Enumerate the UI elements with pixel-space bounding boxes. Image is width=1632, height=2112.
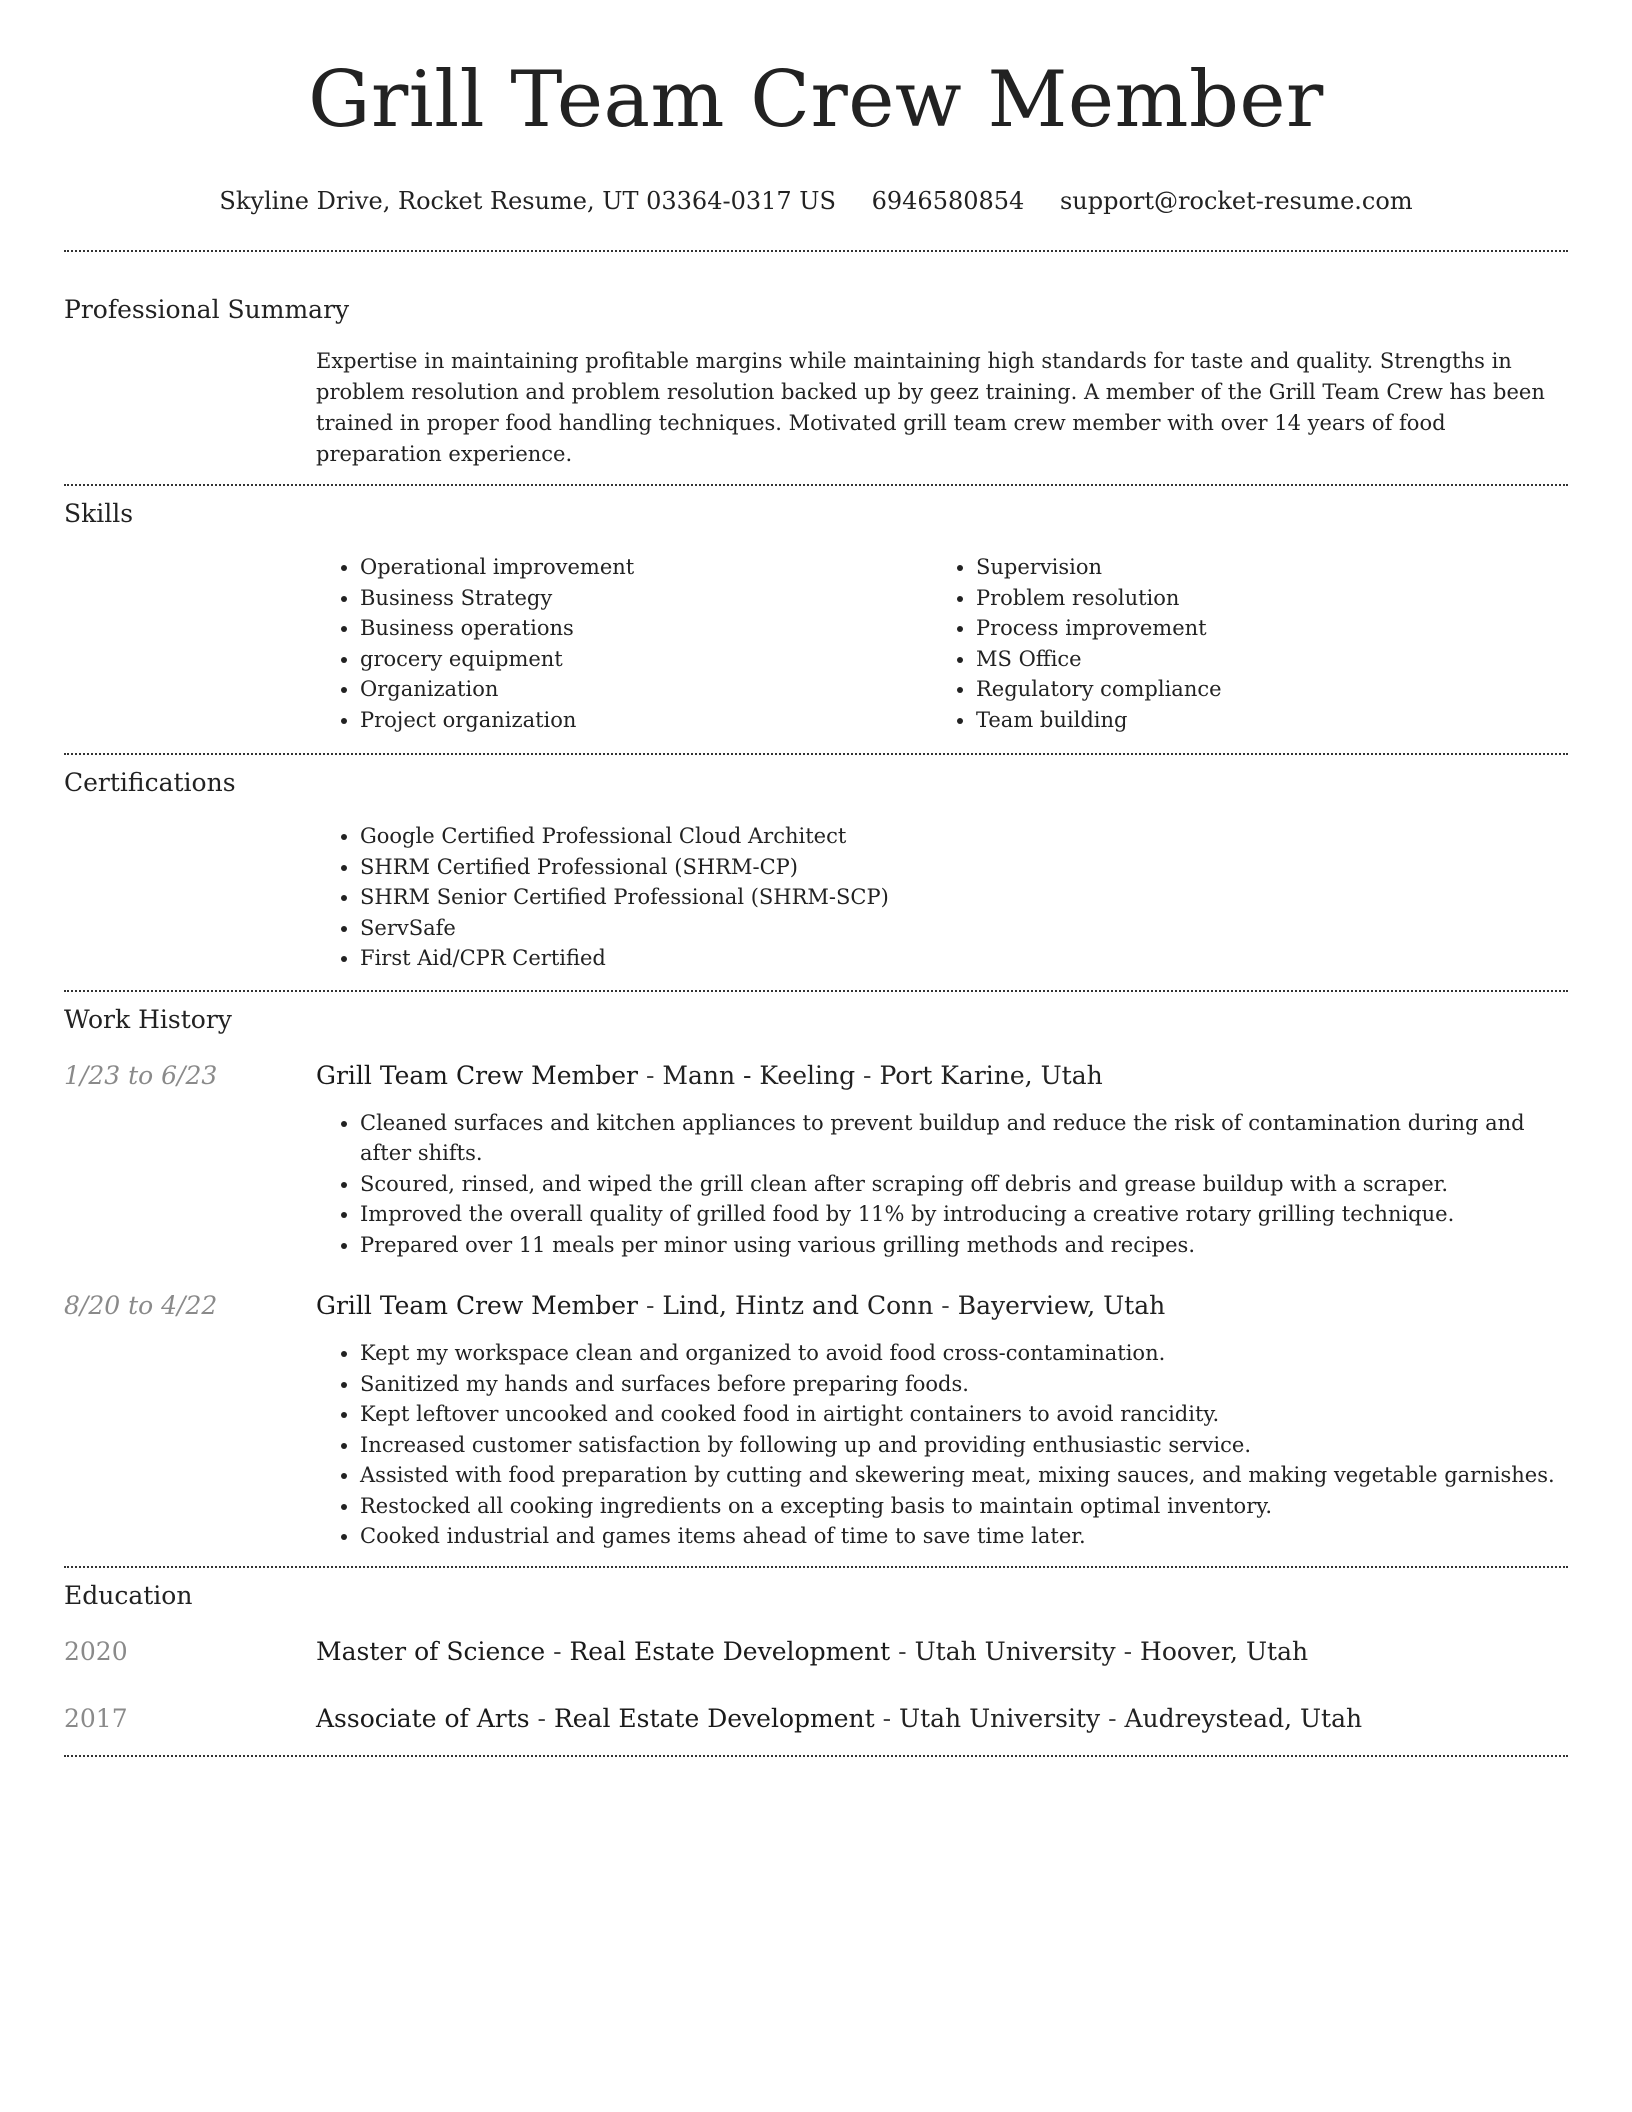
certifications-title: Certifications bbox=[64, 768, 236, 797]
skill-item: • Business operations bbox=[360, 613, 932, 644]
education-location: Audreystead, Utah bbox=[1124, 1703, 1363, 1733]
skill-item: • Organization bbox=[360, 674, 932, 705]
certification-item: • Google Certified Professional Cloud Architect bbox=[360, 821, 1568, 852]
job-location: Port Karine, Utah bbox=[879, 1060, 1103, 1090]
education-entry bbox=[64, 1703, 1568, 1735]
education-field: Real Estate Development bbox=[569, 1636, 891, 1666]
skills-title: Skills bbox=[64, 499, 134, 528]
summary-text: Expertise in maintaining profitable margins while maintaining high standards for taste and quality. Strengths in problem resolution and problem resolution backed up by geez training. A member of the Grill Team Crew has been trained in proper food handling techniques. Motivated grill team crew member with over 14 years of food preparation experience. bbox=[316, 349, 1545, 466]
skill-item: • Project organization bbox=[360, 705, 932, 736]
education-school: Utah University bbox=[914, 1636, 1116, 1666]
certification-item: • ServSafe bbox=[360, 913, 1568, 944]
skills-section bbox=[64, 486, 1568, 735]
job-bullet: • Cleaned surfaces and kitchen appliances to prevent buildup and reduce the risk of contamination during and after shifts. bbox=[360, 1108, 1568, 1169]
certifications-section bbox=[64, 755, 1568, 974]
job-location: Bayerview, Utah bbox=[957, 1291, 1166, 1320]
job-body bbox=[316, 1060, 1568, 1261]
job-heading bbox=[316, 1290, 1568, 1322]
education-divider bbox=[64, 1755, 1568, 1757]
job-bullet: • Cooked industrial and games items ahead of time to save time later. bbox=[360, 1521, 1568, 1552]
skill-item: • Supervision bbox=[976, 552, 1548, 583]
education-section bbox=[64, 1568, 1568, 1735]
separator: - bbox=[855, 1060, 880, 1090]
work-title: Work History bbox=[64, 1004, 232, 1034]
separator: - bbox=[890, 1636, 915, 1666]
education-degree: Master of Science bbox=[316, 1636, 546, 1666]
certification-item: • First Aid/CPR Certified bbox=[360, 943, 1568, 974]
contact-line bbox=[64, 186, 1568, 216]
separator: - bbox=[1100, 1703, 1125, 1733]
job-employer: Lind, Hintz and Conn bbox=[662, 1291, 934, 1320]
separator: - bbox=[529, 1703, 554, 1733]
job-dates: 1/23 to 6/23 bbox=[64, 1060, 218, 1090]
skills-column-right bbox=[932, 552, 1548, 735]
education-field: Real Estate Development bbox=[553, 1703, 875, 1733]
certifications-list bbox=[316, 821, 1568, 974]
job-body bbox=[316, 1290, 1568, 1552]
education-heading bbox=[316, 1703, 1568, 1735]
job-heading bbox=[316, 1060, 1568, 1092]
education-year: 2020 bbox=[64, 1636, 128, 1666]
certifications-content bbox=[316, 821, 1568, 974]
work-section bbox=[64, 992, 1568, 1552]
address: Skyline Drive, Rocket Resume, UT 03364-0317 US bbox=[219, 187, 836, 215]
candidate-name: Grill Team Crew Member bbox=[308, 55, 1324, 145]
education-body bbox=[316, 1703, 1568, 1735]
summary-title: Professional Summary bbox=[64, 295, 350, 324]
separator: - bbox=[874, 1703, 900, 1733]
education-school: Utah University bbox=[899, 1703, 1101, 1733]
job-role: Grill Team Crew Member bbox=[316, 1060, 639, 1090]
education-body bbox=[316, 1636, 1568, 1668]
skill-item: • grocery equipment bbox=[360, 644, 932, 675]
education-entry bbox=[64, 1636, 1568, 1668]
skills-columns bbox=[316, 552, 1568, 735]
job-bullets bbox=[316, 1338, 1568, 1552]
skill-item: • MS Office bbox=[976, 644, 1548, 675]
separator: - bbox=[545, 1636, 570, 1666]
job-bullet: • Improved the overall quality of grilled food by 11% by introducing a creative rotary grilling technique. bbox=[360, 1199, 1568, 1230]
separator: - bbox=[933, 1291, 958, 1320]
job-bullet: • Kept my workspace clean and organized to avoid food cross-contamination. bbox=[360, 1338, 1568, 1369]
education-title: Education bbox=[64, 1580, 193, 1610]
job-role: Grill Team Crew Member bbox=[316, 1291, 639, 1320]
summary-content bbox=[316, 346, 1568, 470]
separator: - bbox=[1115, 1636, 1141, 1666]
job-bullet: • Restocked all cooking ingredients on a excepting basis to maintain optimal inventory. bbox=[360, 1491, 1568, 1522]
job-bullet: • Prepared over 11 meals per minor using various grilling methods and recipes. bbox=[360, 1230, 1568, 1261]
job-entry bbox=[64, 1290, 1568, 1552]
skill-item: • Business Strategy bbox=[360, 583, 932, 614]
skill-item: • Regulatory compliance bbox=[976, 674, 1548, 705]
separator: - bbox=[638, 1291, 663, 1320]
education-year: 2017 bbox=[64, 1703, 128, 1733]
skills-column-left bbox=[316, 552, 932, 735]
skill-item: • Process improvement bbox=[976, 613, 1548, 644]
job-bullet: • Scoured, rinsed, and wiped the grill clean after scraping off debris and grease buildup with a scraper. bbox=[360, 1169, 1568, 1200]
skill-item: • Operational improvement bbox=[360, 552, 932, 583]
skill-item: • Team building bbox=[976, 705, 1548, 736]
education-location: Hoover, Utah bbox=[1140, 1636, 1309, 1666]
summary-section bbox=[64, 252, 1568, 470]
job-bullets bbox=[316, 1108, 1568, 1261]
job-bullet: • Assisted with food preparation by cutting and skewering meat, mixing sauces, and making vegetable garnishes. bbox=[360, 1460, 1568, 1491]
job-entry bbox=[64, 1060, 1568, 1261]
skills-list-left bbox=[316, 552, 932, 735]
job-bullet: • Sanitized my hands and surfaces before preparing foods. bbox=[360, 1369, 1568, 1400]
job-dates: 8/20 to 4/22 bbox=[64, 1291, 218, 1320]
skill-item: • Problem resolution bbox=[976, 583, 1548, 614]
job-bullet: • Kept leftover uncooked and cooked food in airtight containers to avoid rancidity. bbox=[360, 1399, 1568, 1430]
separator: - bbox=[638, 1060, 663, 1090]
email: support@rocket-resume.com bbox=[1059, 187, 1413, 215]
certification-item: • SHRM Senior Certified Professional (SHRM-SCP) bbox=[360, 882, 1568, 913]
job-bullet: • Increased customer satisfaction by following up and providing enthusiastic service. bbox=[360, 1430, 1568, 1461]
education-heading bbox=[316, 1636, 1568, 1668]
certification-item: • SHRM Certified Professional (SHRM-CP) bbox=[360, 852, 1568, 883]
skills-list-right bbox=[932, 552, 1548, 735]
education-degree: Associate of Arts bbox=[316, 1703, 530, 1733]
job-employer: Mann - Keeling bbox=[662, 1060, 856, 1090]
phone: 6946580854 bbox=[871, 187, 1025, 215]
